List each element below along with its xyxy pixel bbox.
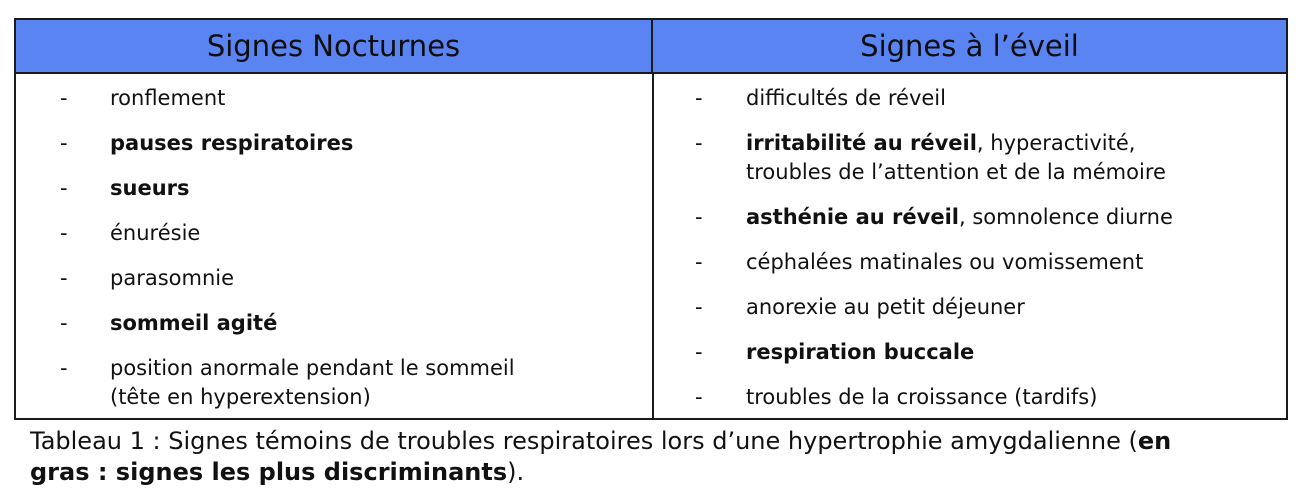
item-bold: sueurs xyxy=(110,176,190,200)
caption-prefix: Tableau 1 : Signes témoins de troubles respiratoires lors d’une hypertrophie amygdalienne ( xyxy=(30,427,1138,455)
item-text-line2: (tête en hyperextension) xyxy=(110,385,371,409)
item-text: difficultés de réveil xyxy=(746,86,946,110)
item-text: , somnolence diurne xyxy=(958,205,1173,229)
item-text: anorexie au petit déjeuner xyxy=(746,295,1025,319)
item-text: troubles de la croissance (tardifs) xyxy=(746,385,1098,409)
list-dash: - xyxy=(695,340,703,364)
list-dash: - xyxy=(60,221,68,245)
list-dash: - xyxy=(695,385,703,409)
item-bold: respiration buccale xyxy=(746,340,975,364)
table-caption xyxy=(30,426,1316,488)
list-dash: - xyxy=(60,176,68,200)
list-dash: - xyxy=(60,266,68,290)
nocturnal-signs-column xyxy=(16,74,652,418)
item-text: céphalées matinales ou vomissement xyxy=(746,250,1144,274)
list-dash: - xyxy=(60,311,68,335)
list-dash: - xyxy=(695,86,703,110)
list-dash: - xyxy=(60,131,68,155)
list-dash: - xyxy=(695,250,703,274)
header-waking-signs: Signes à l’éveil xyxy=(860,29,1079,63)
caption-bold-1: en xyxy=(1137,427,1172,455)
signs-table xyxy=(14,18,1288,420)
list-dash: - xyxy=(695,131,703,155)
list-dash: - xyxy=(60,86,68,110)
caption-suffix: ). xyxy=(507,458,525,486)
item-text: énurésie xyxy=(110,221,201,245)
item-text: , hyperactivité, xyxy=(976,131,1136,155)
waking-signs-column xyxy=(654,74,1286,418)
list-dash: - xyxy=(60,356,68,380)
list-dash: - xyxy=(695,205,703,229)
list-dash: - xyxy=(695,295,703,319)
caption-bold-2: gras : signes les plus discriminants xyxy=(30,458,508,486)
item-text: ronflement xyxy=(110,86,226,110)
item-bold: sommeil agité xyxy=(110,311,278,335)
item-text: parasomnie xyxy=(110,266,235,290)
table-header-row xyxy=(16,20,1286,74)
item-text-line2: troubles de l’attention et de la mémoire xyxy=(746,160,1166,184)
item-bold: irritabilité au réveil xyxy=(746,131,977,155)
header-nocturnal-signs: Signes Nocturnes xyxy=(16,20,653,72)
item-bold: pauses respiratoires xyxy=(110,131,354,155)
item-text: position anormale pendant le sommeil xyxy=(110,356,515,380)
item-bold: asthénie au réveil xyxy=(746,205,959,229)
